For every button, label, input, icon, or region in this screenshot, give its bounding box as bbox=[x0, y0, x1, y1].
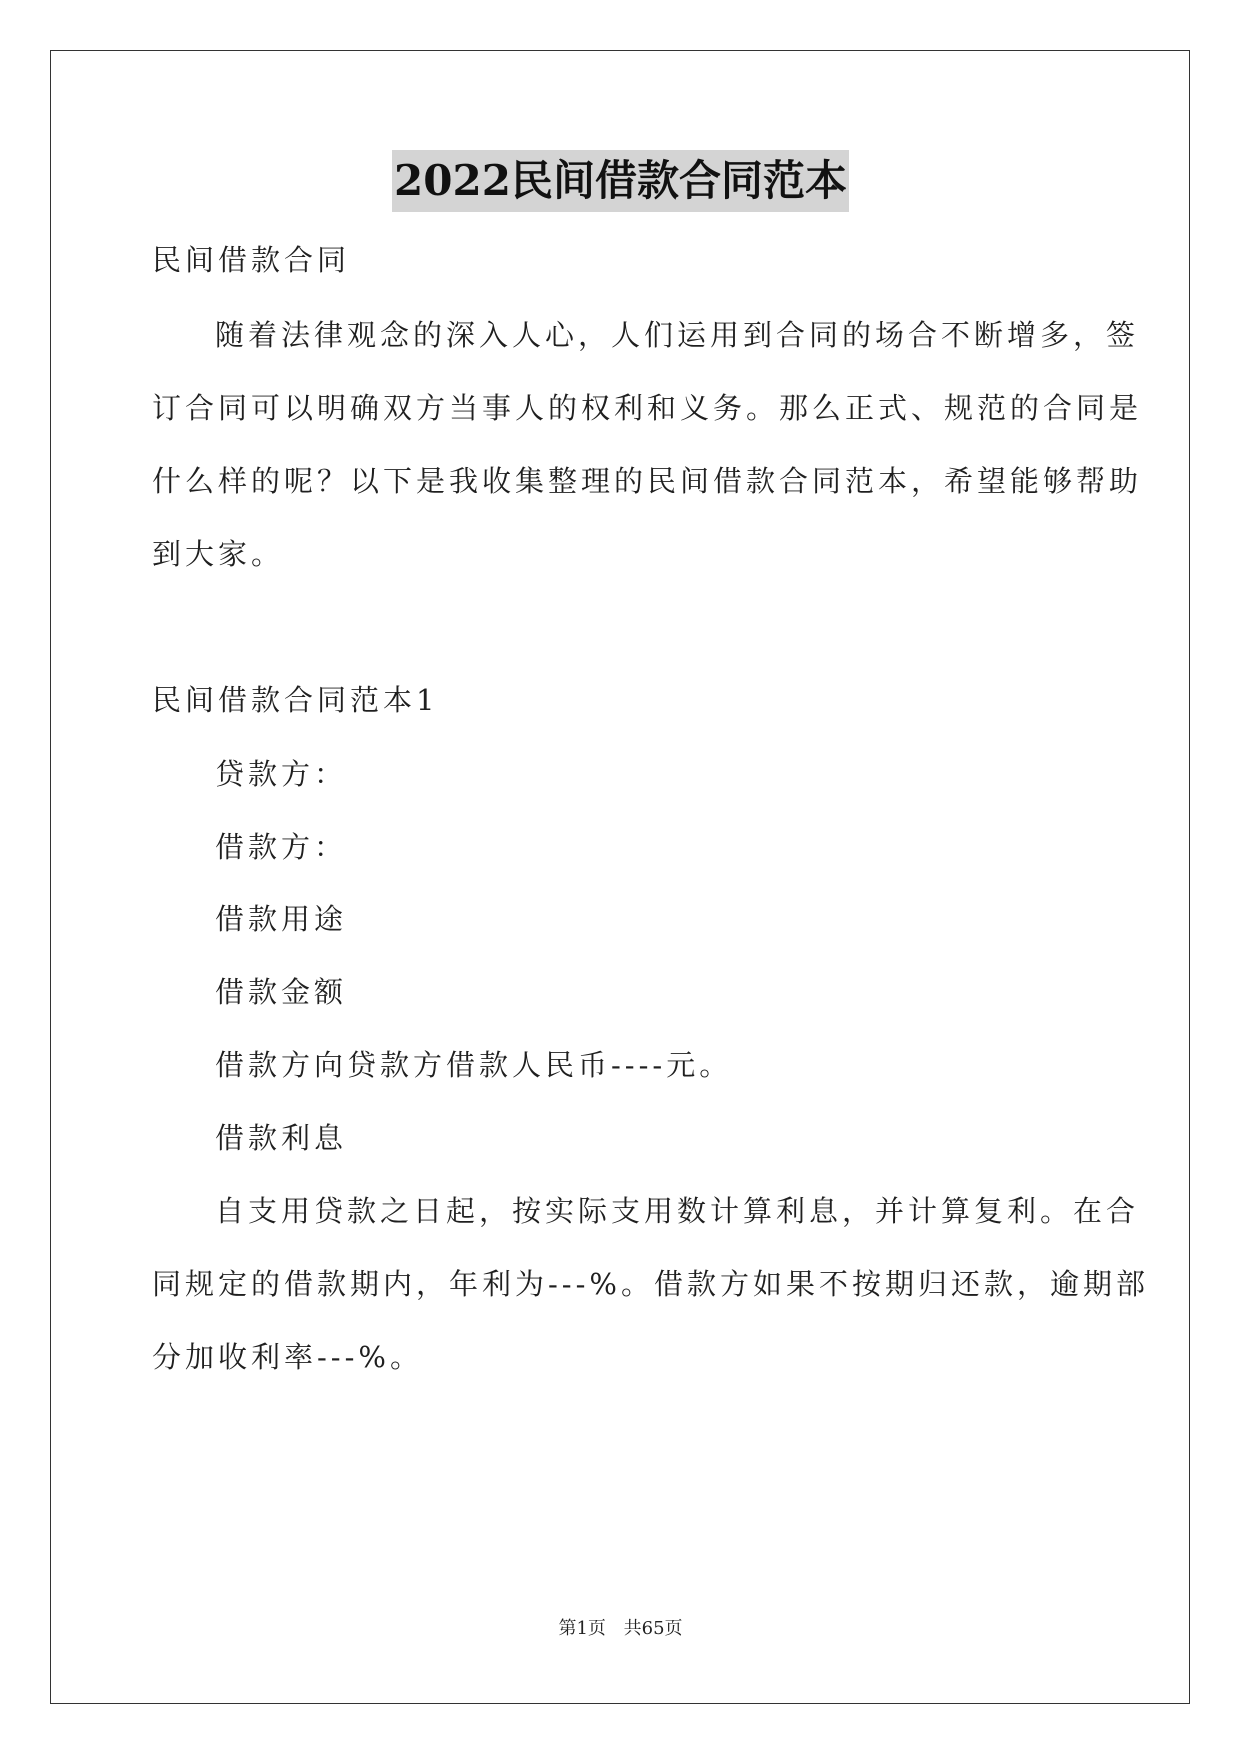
intro-line-2: 订合同可以明确双方当事人的权利和义务。那么正式、规范的合同是 bbox=[152, 391, 1143, 425]
intro-line-3: 什么样的呢？以下是我收集整理的民间借款合同范本，希望能够帮助 bbox=[152, 464, 1143, 498]
title-container bbox=[0, 150, 1241, 212]
intro-line-4: 到大家。 bbox=[152, 537, 285, 571]
intro-line-1: 随着法律观念的深入人心，人们运用到合同的场合不断增多，签 bbox=[215, 318, 1140, 352]
interest-line-3: 分加收利率---%。 bbox=[152, 1340, 423, 1374]
item-loan-amount-detail: 借款方向贷款方借款人民币----元。 bbox=[215, 1048, 733, 1082]
interest-line-2: 同规定的借款期内，年利为---%。借款方如果不按期归还款，逾期部 bbox=[152, 1267, 1149, 1301]
item-lender: 贷款方： bbox=[215, 757, 348, 791]
item-loan-amount: 借款金额 bbox=[215, 975, 348, 1009]
page-number: 第1页 bbox=[558, 1618, 606, 1639]
interest-line-1: 自支用贷款之日起，按实际支用数计算利息，并计算复利。在合 bbox=[215, 1194, 1140, 1228]
page-footer bbox=[0, 1614, 1241, 1640]
page-border bbox=[50, 50, 1190, 1704]
section-heading: 民间借款合同范本1 bbox=[152, 683, 439, 717]
intro-heading: 民间借款合同 bbox=[152, 243, 351, 277]
item-borrower: 借款方： bbox=[215, 830, 348, 864]
page-total: 共65页 bbox=[623, 1618, 683, 1639]
item-loan-interest: 借款利息 bbox=[215, 1121, 348, 1155]
item-loan-purpose: 借款用途 bbox=[215, 902, 348, 936]
document-title: 2022民间借款合同范本 bbox=[392, 150, 849, 212]
